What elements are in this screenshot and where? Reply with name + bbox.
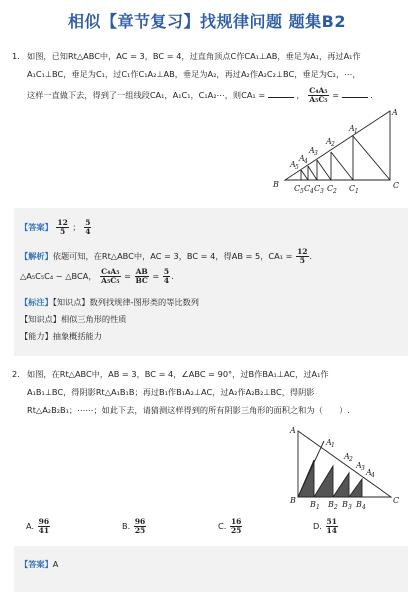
q2-figure	[286, 423, 406, 511]
q1-line3b: ，	[296, 90, 305, 100]
q2-answer-tag: 【答案】	[20, 559, 53, 569]
q2-answer	[20, 559, 58, 570]
q2-label-A2: A	[344, 452, 350, 461]
q2-shade-3	[333, 473, 349, 497]
q1-analysis-eq1: =	[124, 271, 131, 281]
q2-option-a-den: 41	[38, 526, 50, 535]
q2-option-a-label: A.	[26, 521, 35, 531]
q1-note-1-text: 【知识点】数列找规律-图形类的等比数列	[52, 297, 199, 307]
q2-label-A1: A	[326, 438, 332, 447]
q1-label-C5: C	[294, 184, 301, 193]
q2-option-c-num: 16	[230, 517, 242, 526]
q2-shade-4	[349, 479, 362, 497]
q1-analysis-frac4	[163, 268, 170, 285]
q1-analysis-l1e: ．	[309, 251, 318, 261]
q1-answer-f1-num: 12	[57, 218, 68, 227]
page-title: 相似【章节复习】找规律问题 题集B2	[68, 12, 346, 31]
q1-note-3: 【能力】抽象概括能力	[20, 331, 102, 341]
q1-answer-f1-den: 5	[59, 227, 66, 236]
q1-analysis-frac2-den: A₅C₅	[101, 276, 120, 285]
q1-analysis-line1	[20, 248, 318, 265]
q1-line2: A₁C₁⊥BC，垂足为C₁，过C₁作C₁A₂⊥AB，垂足为A₂，再过A₂作A₂C₂⊥BC，垂足为C₂，⋯，	[27, 69, 361, 79]
q1-analysis-l2e: ．	[171, 271, 180, 281]
q2-label-B3: B	[342, 500, 348, 509]
q1-line3	[27, 87, 378, 104]
q1-analysis-l2a: △A₅C₅C₄ ∽ △BCA，	[20, 271, 97, 281]
q2-line2: A₁B₁⊥BC，得阴影Rt△A₁B₁B；再过B₁作B₁A₂⊥AC，过A₂作A₂B₂⊥BC，得阴影	[27, 387, 315, 397]
q2-sub-a4: 4	[371, 472, 375, 479]
q1-label-C1: C	[349, 184, 356, 193]
q1-analysis-frac4-num: 5	[163, 267, 170, 276]
q2-option-b[interactable]	[122, 518, 147, 535]
q2-label-C: C	[393, 496, 400, 505]
q2-option-a[interactable]	[26, 518, 51, 535]
q1-note-1	[20, 297, 199, 308]
q1-answer-f2-den: 4	[85, 227, 91, 236]
q1-answer-sep: ；	[72, 222, 81, 232]
q1-analysis-frac2	[100, 268, 120, 285]
q1-seg-c4a5	[301, 170, 308, 180]
q1-answer-tag: 【答案】	[20, 222, 53, 232]
q2-option-d-frac	[326, 518, 338, 535]
q1-sub-a5: 5	[295, 164, 299, 171]
q2-option-d[interactable]	[313, 518, 339, 535]
q1-label-C: C	[393, 181, 400, 190]
q1-sub-c2: 2	[333, 188, 337, 195]
q1-sub-a4: 4	[304, 158, 308, 165]
q1-fraction-num: C₄A₅	[309, 86, 328, 95]
q1-label-A1: A	[349, 124, 355, 133]
q1-analysis-eq2: =	[152, 271, 160, 281]
q1-analysis-frac1	[296, 248, 308, 265]
q1-analysis-frac1-den: 5	[299, 256, 305, 265]
q2-option-d-label: D.	[313, 521, 322, 531]
q1-seg-c3a4	[308, 166, 317, 180]
q2-line3: Rt△A₂B₂B₁；⋯⋯；如此下去，请猜测这样得到的所有阴影三角形的面积之和为（ ）.	[27, 405, 350, 415]
q1-label-A: A	[392, 108, 398, 117]
q1-sub-c4: 4	[310, 188, 314, 195]
q1-line3c: =	[332, 90, 340, 100]
q2-option-c-label: C.	[218, 521, 227, 531]
q2-label-B2: B	[328, 500, 334, 509]
q1-fraction	[308, 87, 328, 104]
q2-label-B1: B	[310, 500, 316, 509]
q2-option-a-num: 96	[38, 517, 50, 526]
q1-analysis-frac2-num: C₄A₅	[101, 267, 120, 276]
q1-label-C2: C	[327, 184, 334, 193]
q1-figure	[265, 105, 410, 200]
q2-answer-box	[14, 546, 408, 592]
q1-seg-ca1	[353, 136, 390, 180]
q1-analysis-l1a: 依题可知，在Rt△ABC中，AC = 3，BC = 4，得AB = 5，CA₁ =	[52, 251, 293, 261]
q1-analysis-frac4-den: 4	[163, 276, 170, 285]
q1-line3a: 这样一直做下去，得到了一组线段CA₁，A₁C₁，C₁A₂⋯，则CA₁ =	[27, 90, 266, 100]
q1-blank-1	[268, 89, 294, 98]
q1-line1: 如图，已知Rt△ABC中，AC = 3，BC = 4，过直角顶点C作CA₁⊥AB，垂足为A₁，再过A₁作	[27, 51, 361, 61]
q2-sub-b4: 4	[362, 504, 366, 511]
q1-note-tag: 【标注】	[20, 297, 53, 307]
q1-sub-c3: 3	[320, 188, 324, 195]
q1-seg-c1a2	[331, 152, 353, 180]
q2-number: 2.	[12, 369, 20, 379]
q1-label-A5: A	[290, 160, 296, 169]
q2-answer-value: A	[52, 559, 59, 569]
q1-sub-c1: 1	[355, 188, 359, 195]
q1-label-A3: A	[309, 146, 315, 155]
q2-label-B4: B	[356, 500, 362, 509]
q2-sub-a1: 1	[331, 442, 335, 449]
q1-analysis-frac3-den: BC	[135, 276, 148, 285]
q1-answer	[20, 219, 92, 236]
q2-label-A4: A	[366, 468, 372, 477]
q1-sub-c5: 5	[300, 188, 304, 195]
q1-line3d: ．	[370, 90, 379, 100]
q2-label-A3: A	[356, 461, 362, 470]
q1-analysis-frac3	[135, 268, 149, 285]
q2-line1: 如图，在Rt△ABC中，AB = 3，BC = 4，∠ABC = 90°，过B作BA₁⊥AC，过A₁作	[27, 369, 329, 379]
q2-sub-b3: 3	[348, 504, 352, 511]
q1-label-A2: A	[326, 137, 332, 146]
q1-blank-2	[342, 89, 368, 98]
q1-sub-a2: 2	[331, 141, 335, 148]
q2-option-c-frac	[230, 518, 242, 535]
q1-fraction-den: A₅C₅	[309, 95, 328, 104]
q1-number: 1.	[12, 51, 20, 61]
q1-analysis-tag: 【解析】	[20, 251, 53, 261]
q2-option-b-frac	[134, 518, 146, 535]
q2-option-b-label: B.	[122, 521, 131, 531]
q1-answer-frac1	[56, 219, 68, 236]
q2-option-b-den: 25	[134, 526, 146, 535]
q2-option-a-frac	[38, 518, 50, 535]
q2-option-d-num: 51	[326, 517, 337, 526]
q1-label-C4: C	[304, 184, 311, 193]
q1-sub-a3: 3	[314, 150, 318, 157]
q2-option-c-den: 25	[230, 526, 242, 535]
q2-sub-a3: 3	[361, 465, 365, 472]
q1-sub-a1: 1	[354, 128, 358, 135]
q2-sub-a2: 2	[349, 456, 353, 463]
q1-analysis-frac3-num: AB	[135, 267, 148, 276]
q2-label-B: B	[290, 496, 296, 505]
q1-triangle	[285, 111, 390, 180]
q2-option-d-den: 14	[326, 526, 337, 535]
q2-option-b-num: 96	[134, 517, 146, 526]
q1-answer-frac2	[84, 219, 91, 236]
q1-label-B: B	[273, 180, 279, 189]
q1-analysis-line2	[20, 268, 179, 285]
q1-label-C3: C	[314, 184, 321, 193]
q1-label-A4: A	[299, 154, 305, 163]
q2-shade-2	[314, 466, 333, 497]
q1-analysis-frac1-num: 12	[297, 247, 308, 256]
q2-option-c[interactable]	[218, 518, 243, 535]
q2-sub-b2: 2	[334, 504, 338, 511]
q1-answer-f2-num: 5	[85, 218, 91, 227]
q1-note-2: 【知识点】相似三角形的性质	[20, 314, 127, 324]
q2-sub-b1: 1	[316, 504, 320, 511]
q1-seg-c2a3	[317, 160, 331, 180]
q2-label-A: A	[290, 426, 296, 435]
